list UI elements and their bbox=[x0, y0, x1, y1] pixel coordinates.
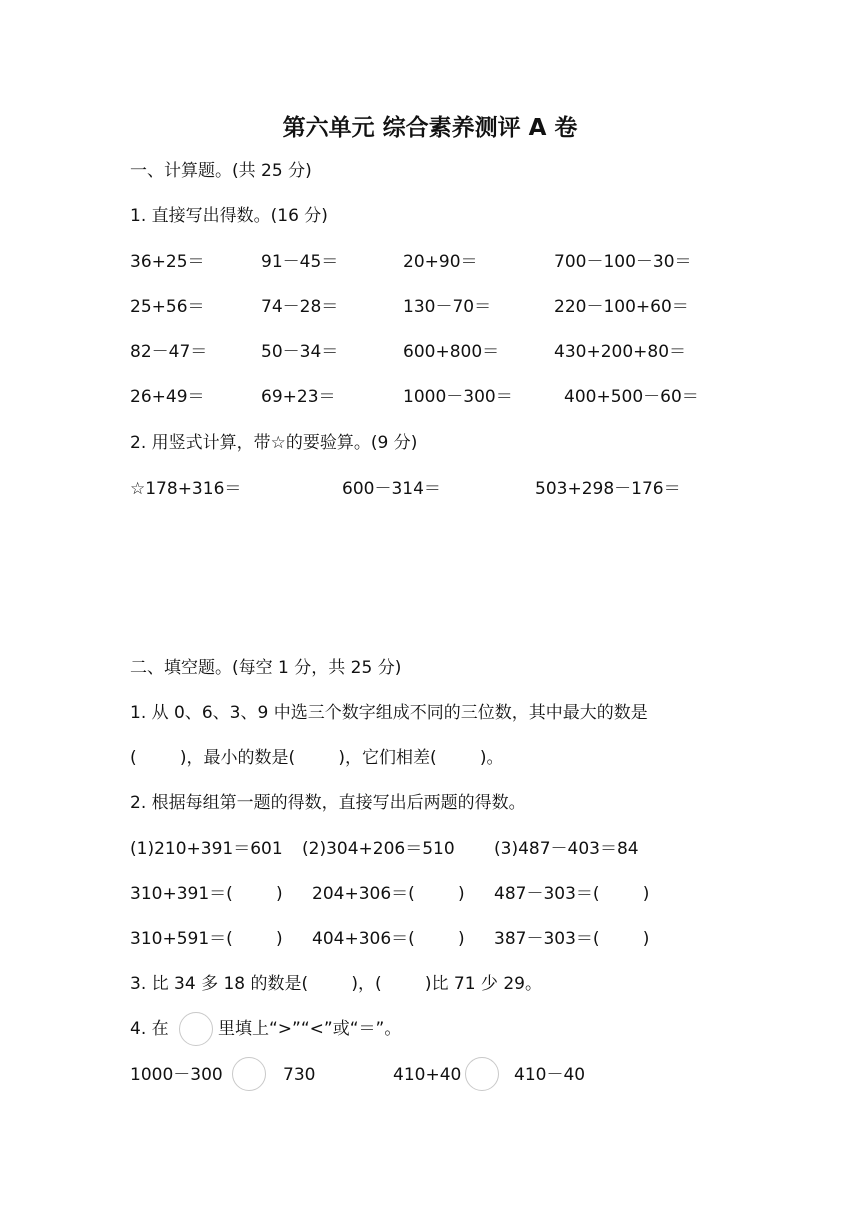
compare-answer-circle[interactable] bbox=[465, 1057, 499, 1091]
compare-left: 1000－300 bbox=[130, 1065, 223, 1085]
vertical-calc-item: ☆178+316＝ bbox=[130, 479, 242, 499]
calc-item: 69+23＝ bbox=[261, 387, 336, 407]
fill-q4-prefix: 4. 在 bbox=[130, 1019, 169, 1039]
calc-item: 400+500－60＝ bbox=[564, 387, 699, 407]
fill-q2-item: (1)210+391＝601 bbox=[130, 839, 283, 859]
calc-item: 74－28＝ bbox=[261, 297, 339, 317]
fill-q3: 3. 比 34 多 18 的数是( )，( )比 71 少 29。 bbox=[130, 974, 542, 994]
fill-q2-item: 387－303＝( ) bbox=[494, 929, 650, 949]
calc-item: 700－100－30＝ bbox=[554, 252, 692, 272]
fill-q2-item: 404+306＝( ) bbox=[312, 929, 465, 949]
calc-item: 50－34＝ bbox=[261, 342, 339, 362]
q2-label: 2. 用竖式计算，带☆的要验算。(9 分) bbox=[130, 433, 418, 453]
calc-item: 36+25＝ bbox=[130, 252, 205, 272]
calc-item: 26+49＝ bbox=[130, 387, 205, 407]
compare-right: 410－40 bbox=[514, 1065, 586, 1085]
fill-q2-item: (3)487－403＝84 bbox=[494, 839, 639, 859]
fill-q4-suffix: 里填上“>”“<”或“＝”。 bbox=[218, 1019, 402, 1039]
calc-item: 25+56＝ bbox=[130, 297, 205, 317]
calc-item: 430+200+80＝ bbox=[554, 342, 687, 362]
calc-item: 91－45＝ bbox=[261, 252, 339, 272]
calc-item: 20+90＝ bbox=[403, 252, 478, 272]
calc-item: 1000－300＝ bbox=[403, 387, 513, 407]
fill-q2-item: 310+591＝( ) bbox=[130, 929, 283, 949]
fill-q2-label: 2. 根据每组第一题的得数，直接写出后两题的得数。 bbox=[130, 793, 526, 813]
calc-item: 600+800＝ bbox=[403, 342, 500, 362]
vertical-calc-item: 503+298－176＝ bbox=[535, 479, 681, 499]
calc-item: 130－70＝ bbox=[403, 297, 492, 317]
fill-q1-line2: ( )，最小的数是( )，它们相差( )。 bbox=[130, 748, 504, 768]
compare-answer-circle[interactable] bbox=[232, 1057, 266, 1091]
calc-item: 82－47＝ bbox=[130, 342, 208, 362]
section2-heading: 二、填空题。(每空 1 分，共 25 分) bbox=[130, 658, 402, 678]
fill-q2-item: (2)304+206＝510 bbox=[302, 839, 455, 859]
compare-circle-icon bbox=[179, 1012, 213, 1046]
page-title: 第六单元 综合素养测评 A 卷 bbox=[282, 115, 578, 141]
section1-heading: 一、计算题。(共 25 分) bbox=[130, 161, 312, 181]
q1-label: 1. 直接写出得数。(16 分) bbox=[130, 206, 328, 226]
compare-right: 730 bbox=[283, 1065, 316, 1085]
fill-q2-item: 487－303＝( ) bbox=[494, 884, 650, 904]
compare-left: 410+40 bbox=[393, 1065, 462, 1085]
vertical-calc-item: 600－314＝ bbox=[342, 479, 441, 499]
fill-q1-line1: 1. 从 0、6、3、9 中选三个数字组成不同的三位数，其中最大的数是 bbox=[130, 703, 648, 723]
calc-item: 220－100+60＝ bbox=[554, 297, 689, 317]
fill-q2-item: 204+306＝( ) bbox=[312, 884, 465, 904]
fill-q2-item: 310+391＝( ) bbox=[130, 884, 283, 904]
